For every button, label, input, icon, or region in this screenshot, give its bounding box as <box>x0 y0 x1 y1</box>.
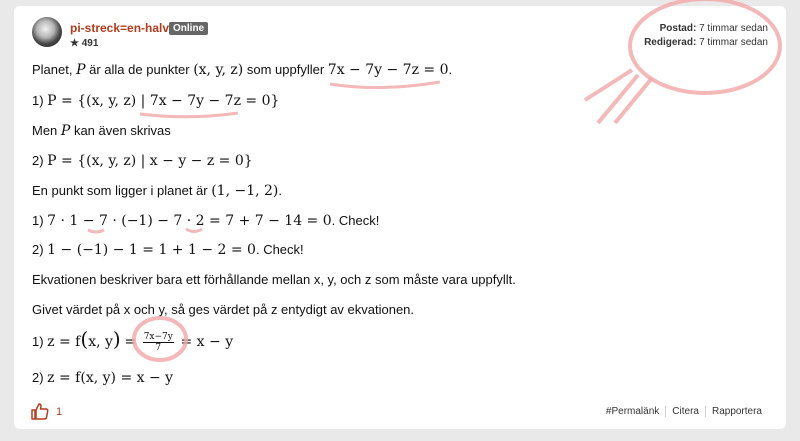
posted-value: 7 timmar sedan <box>699 23 768 34</box>
post-card <box>14 6 786 429</box>
check-line-2: 2) 1 − (−1) − 1 = 1 + 1 − 2 = 0. Check! <box>32 242 304 258</box>
text-given: Givet värdet på x och y, så ges värdet på z entydigt av ekvationen. <box>32 302 415 317</box>
thumbs-up-icon <box>31 403 49 420</box>
status-badge: Online <box>169 22 208 35</box>
text-point: En punkt som ligger i planet är (1, −1, 2). <box>32 183 283 199</box>
post-actions <box>600 406 768 417</box>
username[interactable]: pi-streck=en-halv <box>70 21 170 35</box>
posted-label: Postad: <box>659 23 697 34</box>
reputation <box>70 38 98 49</box>
text-alternative: Men P kan även skrivas <box>32 123 171 139</box>
check-line-1: 1) 7 · 1 − 7 · (−1) − 7 · 2 = 7 + 7 − 14 = 0. Check! <box>32 213 380 229</box>
post-footer <box>14 401 786 425</box>
text-plane-definition: Planet, P är alla de punkter (x, y, z) som uppfyller 7x − 7y − 7z = 0. <box>32 62 453 78</box>
function-line-2: 2) z = f(x, y) = x − y <box>32 370 174 386</box>
set-definition-2: 2) P = {(x, y, z) | x − y − z = 0} <box>32 153 253 169</box>
text-relation: Ekvationen beskriver bara ett förhållande mellan x, y, och z som måste vara uppfyllt. <box>32 272 516 287</box>
star-icon: ★ <box>70 38 79 49</box>
quote-link[interactable]: Citera <box>665 406 705 417</box>
report-link[interactable]: Rapportera <box>705 406 768 417</box>
function-line-1: 1) z = f(x, y) = $\frac{7x-7y}{7}$ = x − y <box>32 327 234 354</box>
avatar[interactable] <box>32 17 62 47</box>
permalink-link[interactable]: #Permalänk <box>605 406 660 417</box>
like-button[interactable] <box>31 403 49 425</box>
reputation-value: 491 <box>81 38 99 49</box>
edited-value: 7 timmar sedan <box>699 37 768 48</box>
like-count: 1 <box>56 406 63 418</box>
fraction: $\frac{7x-7y}{7}$ <box>143 332 173 354</box>
edited-label: Redigerad: <box>644 37 697 48</box>
set-definition-1: 1) P = {(x, y, z) | 7x − 7y − 7z = 0} <box>32 93 280 109</box>
post-meta <box>644 22 768 50</box>
